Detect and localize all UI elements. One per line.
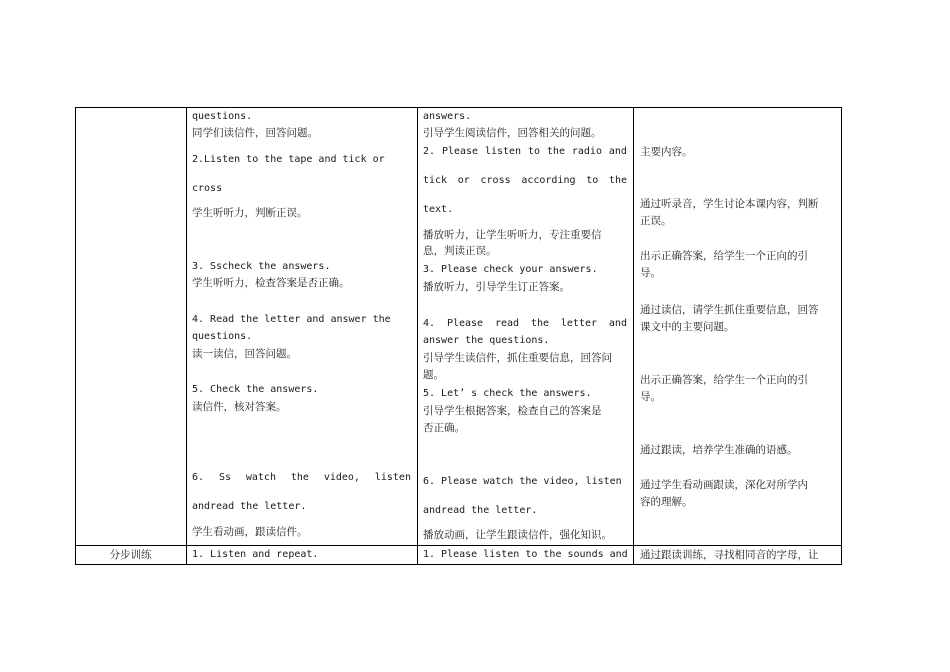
text-line: cross [192, 183, 223, 194]
justified-line [423, 316, 627, 332]
text-line: 出示正确答案，给学生一个正向的引 [640, 250, 808, 262]
word: or [457, 175, 470, 186]
text-line: 播放听力，让学生听听力，专注重要信 [423, 229, 602, 241]
text-line: questions. [192, 331, 253, 342]
text-line: 读一读信，回答问题。 [192, 348, 297, 360]
col-border-3 [633, 107, 634, 565]
text-line: 课文中的主要问题。 [640, 321, 735, 333]
text-line: 5. Let’ s check the answers. [423, 388, 592, 399]
word: listen [484, 146, 522, 157]
text-line: 2.Listen to the tape and tick or [192, 154, 385, 165]
word: and [608, 318, 627, 329]
text-line: 读信件，核对答案。 [192, 401, 287, 413]
text-line: 1. Please listen to the sounds and [423, 549, 628, 560]
text-line: 1. Listen and repeat. [192, 549, 319, 560]
col-border-right [841, 107, 842, 565]
word: radio [571, 146, 602, 157]
text-line: answers. [423, 111, 472, 122]
word: Please [446, 318, 484, 329]
word: 2. [423, 146, 436, 157]
word: listen [374, 472, 411, 483]
text-line: 6. Please watch the video, listen [423, 476, 622, 487]
text-line: 5. Check the answers. [192, 384, 319, 395]
word: cross [480, 175, 511, 186]
text-line: 通过听录音，学生讨论本课内容，判断 [640, 198, 819, 210]
text-line: 引导学生根据答案，检查自己的答案是 [423, 405, 602, 417]
word: according [521, 175, 576, 186]
text-line: 通过跟读，培养学生准确的语感。 [640, 444, 798, 456]
text-line: 通过学生看动画跟读，深化对所学内 [640, 479, 808, 491]
word: read [494, 318, 520, 329]
word: the [290, 472, 309, 483]
text-line: 容的理解。 [640, 496, 693, 508]
col-border-2 [417, 107, 418, 565]
row-divider [75, 545, 842, 546]
text-line: andread the letter. [423, 505, 538, 516]
text-line: 题。 [423, 369, 444, 381]
text-line: 播放动画，让学生跟读信件，强化知识。 [423, 529, 612, 541]
col-border-left [75, 107, 76, 565]
text-line: 播放听力，引导学生订正答案。 [423, 281, 570, 293]
word: 4. [423, 318, 436, 329]
word: Please [441, 146, 479, 157]
word: the [530, 318, 549, 329]
word: the [608, 175, 627, 186]
justified-line [192, 470, 411, 486]
word: the [546, 146, 565, 157]
text-line: 正误。 [640, 215, 672, 227]
text-line: answer the questions. [423, 335, 550, 346]
justified-line [423, 173, 627, 189]
text-line: 学生听听力，检查答案是否正确。 [192, 277, 350, 289]
text-line: 通过跟读训练，寻找相同音的字母，让 [640, 549, 819, 561]
word: to [586, 175, 599, 186]
word: letter [560, 318, 598, 329]
text-line: 学生看动画，跟读信件。 [192, 526, 308, 538]
text-line: 导。 [640, 391, 661, 403]
word: 6. [192, 472, 205, 483]
text-line: andread the letter. [192, 501, 307, 512]
text-line: 引导学生读信件，抓住重要信息，回答问 [423, 352, 612, 364]
text-line: 4. Read the letter and answer the [192, 314, 391, 325]
word: tick [423, 175, 448, 186]
text-line: 否正确。 [423, 422, 465, 434]
text-line: 同学们读信件，回答问题。 [192, 127, 318, 139]
text-line: 导。 [640, 267, 661, 279]
text-line: 主要内容。 [640, 146, 693, 158]
text-line: 引导学生阅读信件，回答相关的问题。 [423, 127, 602, 139]
word: to [527, 146, 541, 157]
text-line: text. [423, 204, 454, 215]
text-line: 3. Please check your answers. [423, 264, 598, 275]
table-bottom-border [75, 564, 842, 565]
col-border-1 [186, 107, 187, 565]
text-line: 学生听听力，判断正误。 [192, 207, 308, 219]
text-line: questions. [192, 111, 253, 122]
word: video, [323, 472, 360, 483]
table-top-border [75, 107, 842, 108]
text-line: 通过读信，请学生抓住重要信息，回答 [640, 304, 819, 316]
word: Ss [218, 472, 231, 483]
text-line: 息，判读正误。 [423, 245, 497, 257]
text-line: 出示正确答案，给学生一个正向的引 [640, 374, 808, 386]
word: and [608, 146, 627, 157]
word: watch [245, 472, 276, 483]
stage-label: 分步训练 [109, 549, 152, 561]
text-line: 3. Sscheck the answers. [192, 261, 331, 272]
justified-line [423, 144, 627, 160]
